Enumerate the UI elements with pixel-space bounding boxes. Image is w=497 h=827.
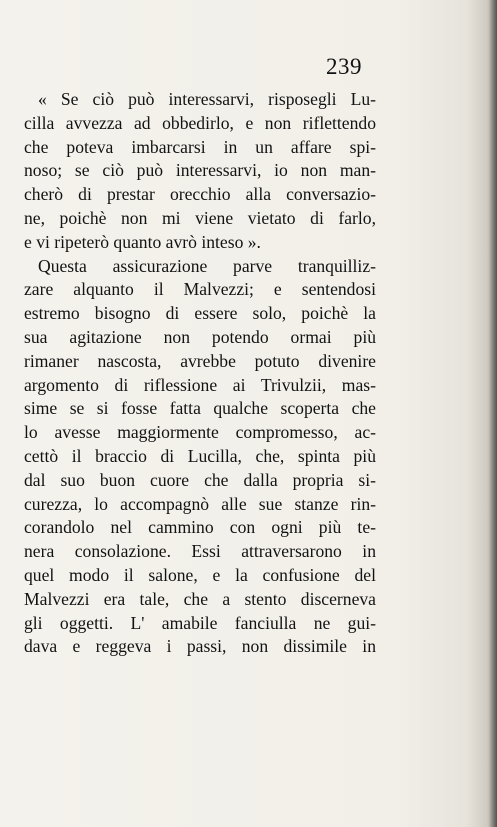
text-line: sua agitazione non potendo ormai più <box>24 326 376 347</box>
text-line: che poteva imbarcarsi in un affare spi- <box>24 136 376 157</box>
text-line: zare alquanto il Malvezzi; e sentendosi <box>24 279 376 300</box>
text-line: e vi ripeterò quanto avrò inteso ». <box>24 231 261 252</box>
text-line: dal suo buon cuore che dalla propria si- <box>24 469 376 490</box>
text-line: Malvezzi era tale, che a stento discerneva <box>24 588 376 609</box>
text-line: corandolo nel cammino con ogni più te- <box>24 517 376 538</box>
text-line: rimaner nascosta, avrebbe potuto divenire <box>24 350 376 371</box>
text-line: cilla avvezza ad obbedirlo, e non riflettendo <box>24 112 376 133</box>
page-number: 239 <box>326 54 362 79</box>
text-line: gli oggetti. L' amabile fanciulla ne gui- <box>24 612 376 633</box>
text-line: lo avesse maggiormente compromesso, ac- <box>24 422 376 443</box>
text-line: estremo bisogno di essere solo, poichè la <box>24 303 376 324</box>
text-line: cettò il braccio di Lucilla, che, spinta più <box>24 445 376 466</box>
text-line: ne, poichè non mi viene vietato di farlo, <box>24 207 376 228</box>
text-line: dava e reggeva i passi, non dissimile in <box>24 636 376 657</box>
page-edge-shadow <box>489 0 497 827</box>
text-line: nera consolazione. Essi attraversarono in <box>24 541 376 562</box>
text-line: noso; se ciò può interessarvi, io non man- <box>24 160 376 181</box>
text-line: « Se ciò può interessarvi, risposegli Lu- <box>38 89 376 109</box>
text-line: cherò di prestar orecchio alla conversazio- <box>24 184 376 205</box>
text-line: argomento di riflessione ai Trivulzii, mas- <box>24 374 376 395</box>
text-line: quel modo il salone, e la confusione del <box>24 564 376 585</box>
body-text <box>24 88 376 659</box>
text-line: sime se si fosse fatta qualche scoperta che <box>24 398 376 419</box>
text-line: curezza, lo accompagnò alle sue stanze rin- <box>24 493 376 514</box>
text-line: Questa assicurazione parve tranquilliz- <box>38 255 376 276</box>
